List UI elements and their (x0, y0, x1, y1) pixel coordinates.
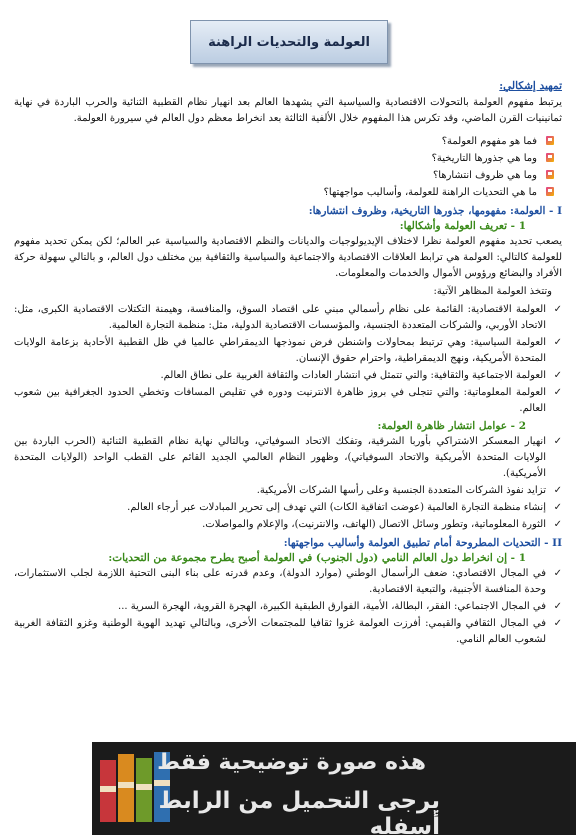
check-icon: ✓ (553, 618, 562, 629)
check-icon: ✓ (553, 568, 562, 579)
list-item: ✓ العولمة المعلوماتية: والتي تتجلى في بروز ظاهرة الانترنيت ودوره في تقليص المسافات وتخطي الحدود الجغرافية بين شعوب العالم. (14, 385, 562, 417)
check-icon: ✓ (553, 436, 562, 447)
list-item: ✓ الثورة المعلوماتية، وتطور وسائل الاتصال (الهاتف، والانترنيت)، والإعلام والمواصلات. (14, 517, 562, 533)
document-content (14, 76, 562, 649)
check-icon: ✓ (553, 337, 562, 348)
section-2-1-heading: 1 - إن انخراط دول العالم النامي (دول الجنوب) في العولمة أصبح يطرح مجموعة من التحديات: (108, 552, 526, 564)
section-1-1-heading: 1 - تعريف العولمة وأشكالها: (399, 220, 526, 232)
definition-text: يصعب تحديد مفهوم العولمة نظرا لاختلاف الإيديولوجيات والديانات والنظم الاقتصادية والسياسية عبر العالم؛ لكن يمكن تحديد مفهوم للعولمة كالتالي: العولمة هي ترابط العلاقات الاقتصادية والاجتماعية والسياسية والثقافية بين مختلف دول العالم، و بالتالي سهولة حركة الأفراد والبضائع ورؤوس الأموال والخدمات والمعلومات. (14, 236, 562, 279)
list-item: ✓ إنشاء منظمة التجارة العالمية (عوضت اتفاقية الكات) التي تهدف إلى تحرير المبادلات عبر أرجاء العالم. (14, 500, 562, 516)
list-item: ✓ العولمة الاجتماعية والثقافية: والتي تتمثل في انتشار العادات والثقافة الغربية على نطاق العالم. (14, 368, 562, 384)
check-icon: ✓ (553, 502, 562, 513)
list-item: ✓ العولمة الاقتصادية: القائمة على نظام رأسمالي مبني على اقتصاد السوق، والمنافسة، وهيمنة التكتلات الاقتصادية الكبرى، مثل: الاتحاد الأوربي، والشركات المتعددة الجنسية، والمؤسسات الاقتصادية الدولية، مثل: منظمة التجارة العالمية. (14, 302, 562, 334)
banner-line-2: يرجى التحميل من الرابط أسفله (158, 788, 440, 840)
list-item: ✓ في المجال الثقافي والقيمي: أفرزت العولمة غزوا ثقافيا للمجتمعات الأخرى، وبالتالي تهديد الهوية الوطنية وغزو الثقافة الغربية لشعوب العالم النامي. (14, 616, 562, 648)
check-icon: ✓ (553, 485, 562, 496)
section-2-heading: II - التحديات المطروحة أمام تطبيق العولمة وأساليب مواجهتها: (283, 537, 562, 549)
list-item: ✓ تزايد نفوذ الشركات المتعددة الجنسية وعلى رأسها الشركات الأمريكية. (14, 483, 562, 499)
list-item: ✓ انهيار المعسكر الاشتراكي بأوربا الشرقية، وتفكك الاتحاد السوفياتي، وبالتالي نهاية نظام القطبية الثنائية (الحرب الباردة بين الولايات المتحدة الأمريكية والاتحاد السوفياتي)، وظهور النظام العالمي الجديد القائم على القطب الواحد (الولايات المتحدة الأمريكية). (14, 434, 562, 482)
question-item: فما هو مفهوم العولمة؟ (14, 133, 562, 150)
pencil-book-icon (543, 153, 554, 164)
section-1-2-heading: 2 - عوامل انتشار ظاهرة العولمة: (377, 420, 526, 432)
manifestations-lead: وتتخذ العولمة المظاهر الآتية: (433, 286, 552, 297)
question-item: ما هي التحديات الراهنة للعولمة، وأساليب مواجهتها؟ (14, 184, 562, 201)
question-item: وما هي جذورها التاريخية؟ (14, 150, 562, 167)
watermark-banner[interactable] (92, 742, 576, 840)
check-icon: ✓ (553, 304, 562, 315)
question-item: وما هي ظروف انتشارها؟ (14, 167, 562, 184)
intro-heading: تمهيد إشكالي: (499, 80, 562, 92)
list-item: ✓ في المجال الاجتماعي: الفقر، البطالة، الأمية، الفوارق الطبقية الكبيرة، الهجرة القروية، الهجرة السرية ... (14, 599, 562, 615)
check-icon: ✓ (553, 370, 562, 381)
check-icon: ✓ (553, 519, 562, 530)
pencil-book-icon (543, 187, 554, 198)
check-icon: ✓ (553, 387, 562, 398)
list-item: ✓ العولمة السياسية: وهي ترتبط بمحاولات واشنطن فرض نموذجها الديمقراطي عالميا في ظل القطبية الأحادية بزعامة الولايات المتحدة الأمريكية، ونهج الديمقراطية، واحترام حقوق الإنسان. (14, 335, 562, 367)
page-title: العولمة والتحديات الراهنة (208, 34, 370, 50)
section-1-heading: I - العولمة: مفهومها، جذورها التاريخية، وظروف انتشارها: (308, 205, 562, 217)
list-item: ✓ في المجال الاقتصادي: ضعف الرأسمال الوطني (موارد الدولة)، وعدم قدرته على بناء البنى التحتية اللازمة لجلب الاستثمارات، وحدة المنافسة الأجنبية، والتبعية الاقتصادية. (14, 566, 562, 598)
pencil-book-icon (543, 170, 554, 181)
title-box (190, 20, 388, 64)
pencil-book-icon (543, 136, 554, 147)
check-icon: ✓ (553, 601, 562, 612)
intro-text: يرتبط مفهوم العولمة بالتحولات الاقتصادية والسياسية التي يشهدها العالم بعد انهيار نظام القطبية الثنائية والحرب الباردة في نهاية ثمانينيات القرن الماضي، وقد تكرس هذا المفهوم خلال الألفية الثالثة بعد انخراط معظم دول العالم في سيرورة العولمة. (14, 97, 562, 124)
banner-line-1: هذه صورة توضيحية فقط (157, 750, 426, 775)
